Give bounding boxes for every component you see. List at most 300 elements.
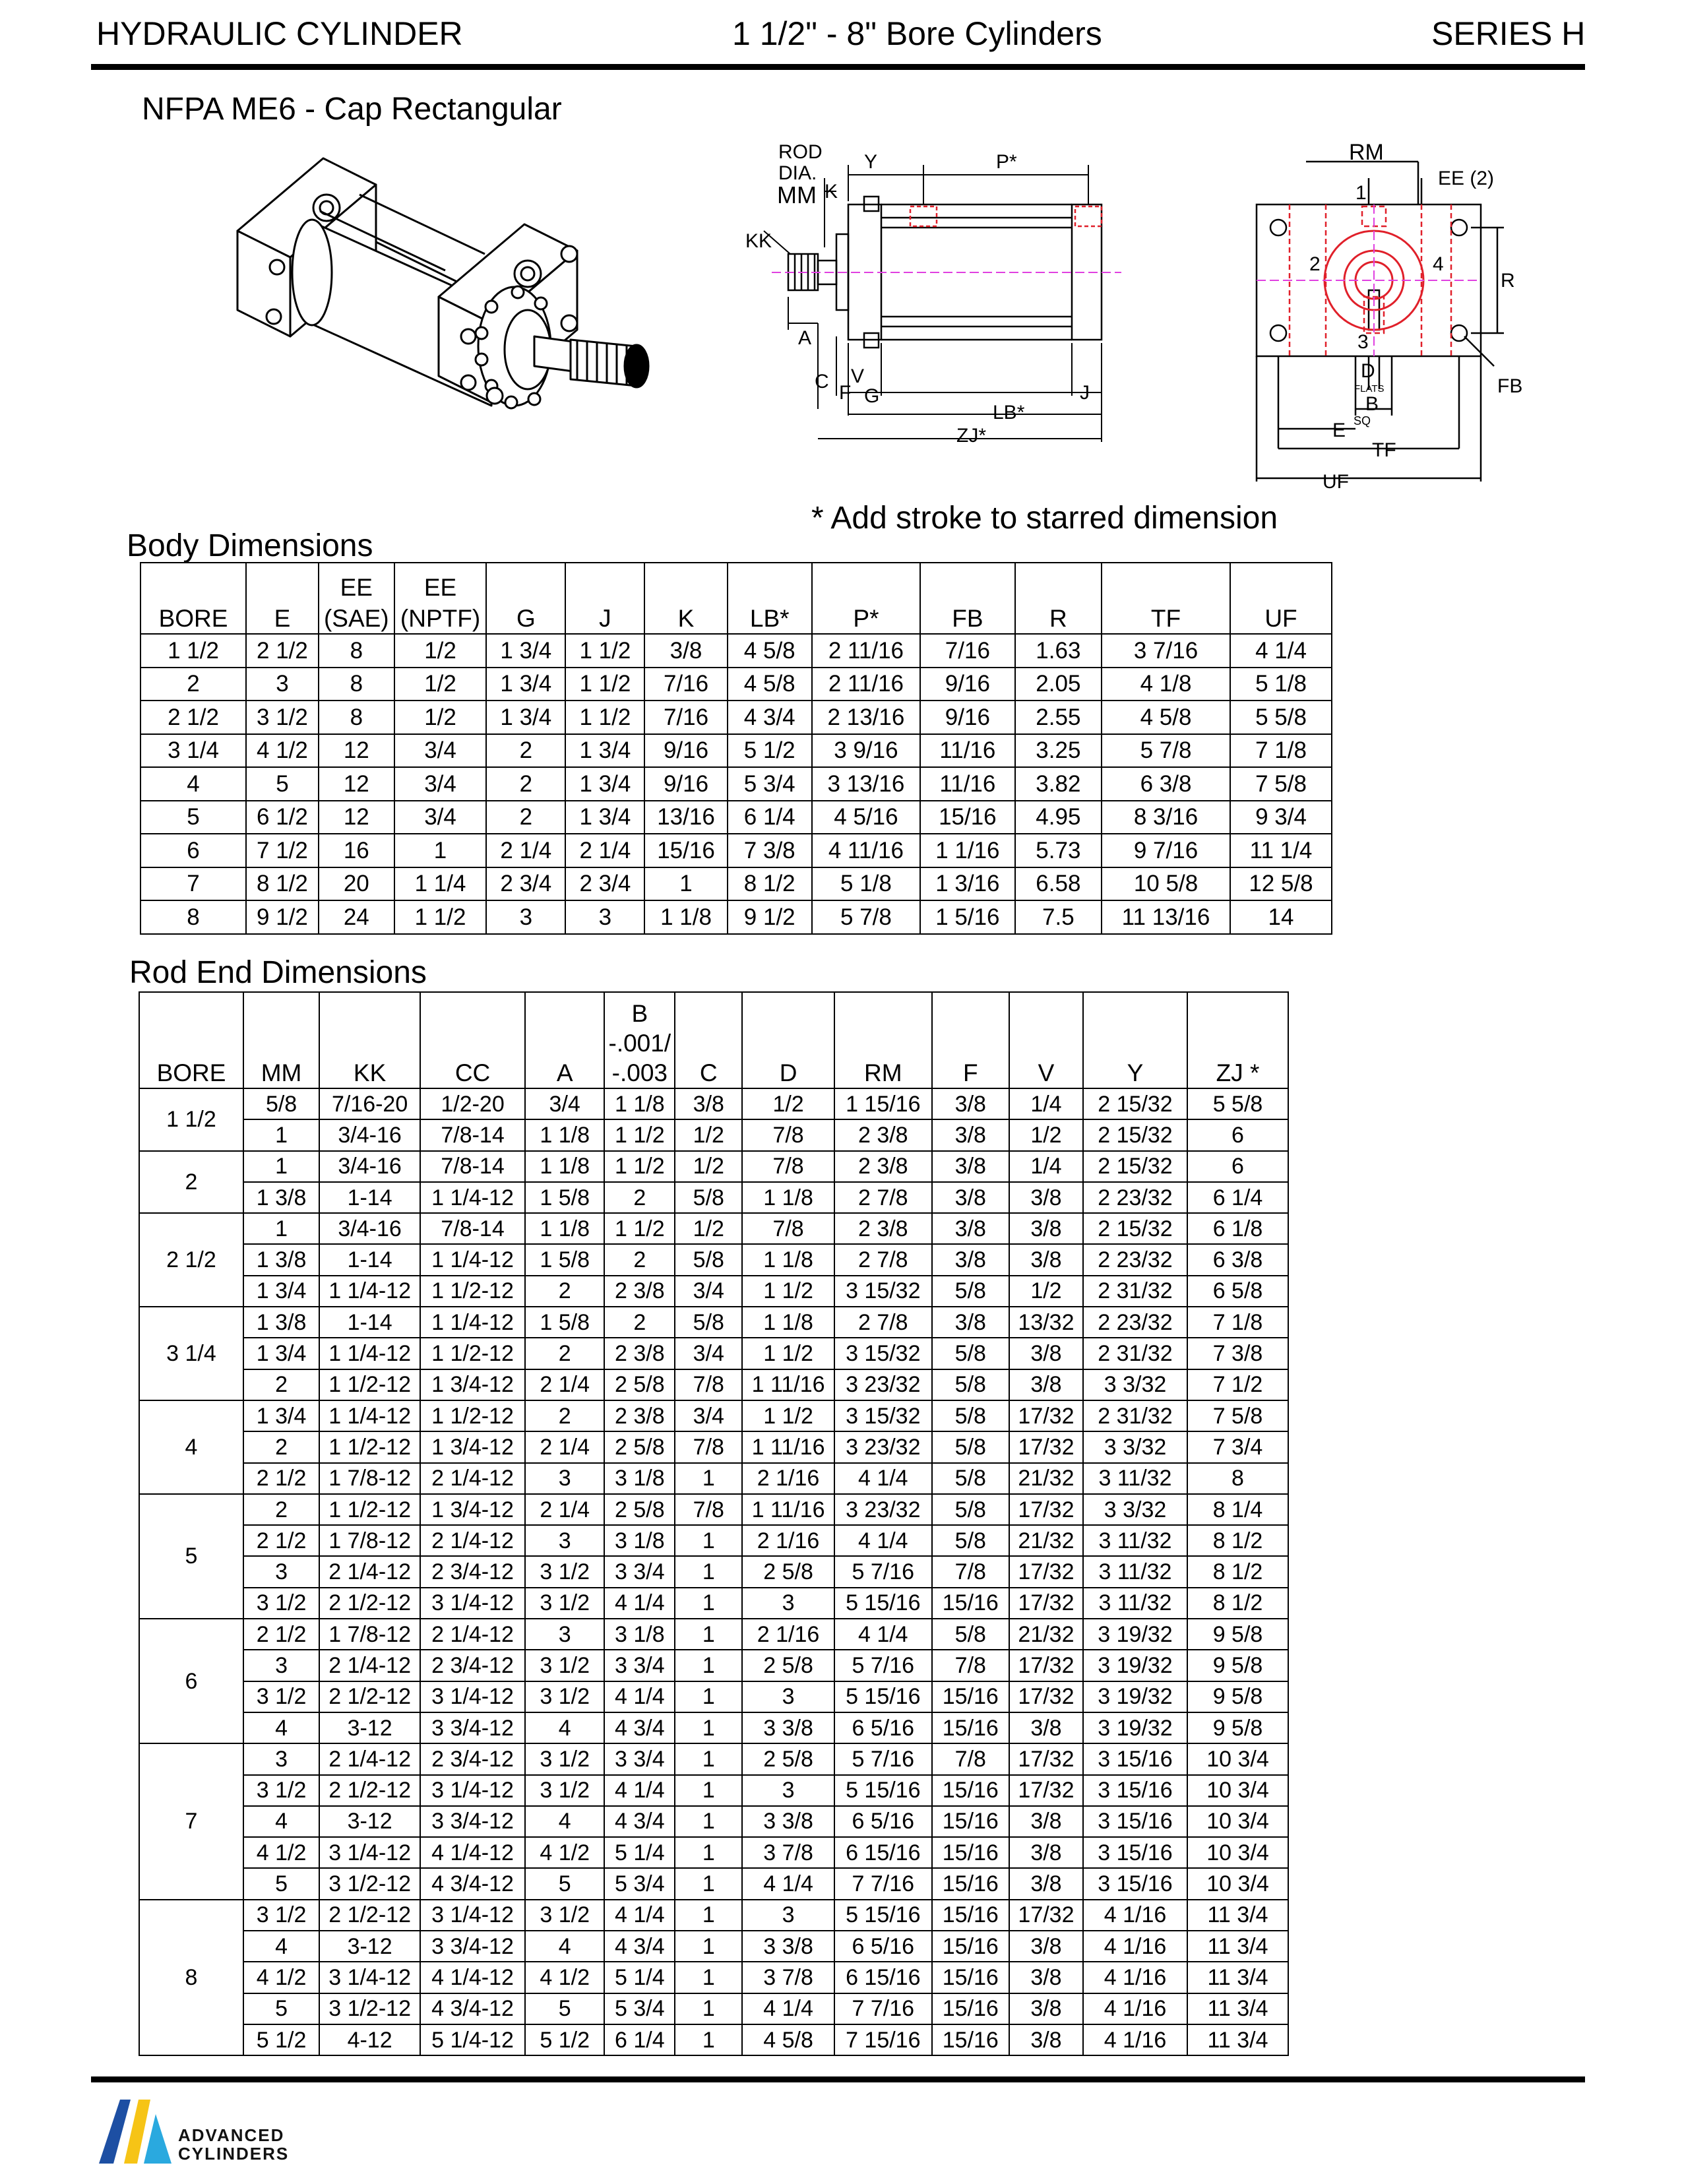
- table-cell: 5: [140, 801, 246, 834]
- tf-label: TF: [1372, 439, 1396, 461]
- table-cell: 2 23/32: [1083, 1182, 1187, 1213]
- table-cell: 7 1/2: [1187, 1369, 1288, 1400]
- body-header-row: [140, 563, 1332, 634]
- table-cell: 4 1/8: [1102, 668, 1230, 701]
- table-cell: 7 1/8: [1230, 734, 1332, 768]
- table-row: [139, 1088, 1288, 1119]
- table-cell: 6 5/16: [834, 1931, 932, 1962]
- table-cell: 3: [565, 900, 644, 934]
- table-cell: 4 1/16: [1083, 1900, 1187, 1931]
- rm-label: RM: [1349, 140, 1384, 165]
- table-cell: 1: [394, 834, 487, 867]
- table-cell: 1 1/2: [140, 634, 246, 668]
- table-cell: 3 1/2: [243, 1775, 319, 1806]
- table-cell: 1 1/2: [565, 701, 644, 734]
- table-cell: 3 3/32: [1083, 1431, 1187, 1462]
- body-header-cell: [728, 563, 812, 634]
- table-cell: 4.95: [1015, 801, 1102, 834]
- table-cell: 4 1/2: [243, 1962, 319, 1993]
- table-cell: 1 1/2-12: [420, 1338, 525, 1369]
- table-cell: 3/4: [675, 1400, 742, 1431]
- table-cell: 4 1/4: [834, 1619, 932, 1650]
- table-cell: 2: [243, 1431, 319, 1462]
- table-cell: 1/2: [1009, 1119, 1083, 1150]
- table-cell: 2 1/4: [525, 1369, 604, 1400]
- table-cell: 2 1/4-12: [420, 1463, 525, 1494]
- table-cell: 3/4: [525, 1088, 604, 1119]
- logo-wordmark: [178, 2126, 289, 2163]
- table-cell: 2 31/32: [1083, 1400, 1187, 1431]
- table-cell: 7/16: [644, 668, 727, 701]
- table-row: [139, 1681, 1288, 1712]
- table-cell: 1 11/16: [742, 1431, 834, 1462]
- table-cell: 3 15/16: [1083, 1743, 1187, 1774]
- table-cell: 5 3/4: [604, 1993, 675, 2024]
- table-cell: 3 1/8: [604, 1463, 675, 1494]
- table-cell: 5/8: [932, 1525, 1009, 1556]
- table-cell: 1 3/4: [486, 701, 565, 734]
- table-cell: 3: [243, 1556, 319, 1587]
- table-cell: 3 15/32: [834, 1276, 932, 1307]
- table-cell: 3 1/2: [525, 1588, 604, 1619]
- table-cell: 9 5/8: [1187, 1650, 1288, 1681]
- table-cell: 7/16: [920, 634, 1015, 668]
- table-cell: 3 7/8: [742, 1962, 834, 1993]
- table-cell: 2 3/8: [834, 1151, 932, 1182]
- table-cell: 3 1/2: [243, 1681, 319, 1712]
- table-cell: 4 3/4: [604, 1806, 675, 1837]
- body-dimensions-table: [140, 562, 1332, 935]
- table-cell: 8: [319, 701, 394, 734]
- rod-header-line: -.003: [611, 1059, 668, 1086]
- table-row: [139, 1338, 1288, 1369]
- table-cell: 17/32: [1009, 1400, 1083, 1431]
- table-cell: 21/32: [1009, 1619, 1083, 1650]
- table-cell: 1 11/16: [742, 1494, 834, 1525]
- rod-header-cell: F: [932, 992, 1009, 1088]
- g-label: G: [864, 385, 880, 407]
- bore-group-cell: 7: [139, 1743, 243, 1899]
- table-cell: 15/16: [932, 2024, 1009, 2055]
- body-header-line-2: BORE: [158, 605, 228, 632]
- table-cell: 5 15/16: [834, 1775, 932, 1806]
- table-row: [140, 734, 1332, 768]
- table-cell: 1 15/16: [834, 1088, 932, 1119]
- table-cell: 2 1/16: [742, 1525, 834, 1556]
- table-cell: 1 1/8: [644, 900, 727, 934]
- rod-header-cell: D: [742, 992, 834, 1088]
- table-cell: 2 7/8: [834, 1182, 932, 1213]
- table-cell: 3 11/32: [1083, 1463, 1187, 1494]
- table-cell: 1: [675, 1868, 742, 1899]
- table-row: [139, 1556, 1288, 1587]
- table-cell: 5/8: [932, 1400, 1009, 1431]
- body-header-line-2: P*: [853, 605, 879, 632]
- table-row: [139, 1400, 1288, 1431]
- table-cell: 1: [675, 1556, 742, 1587]
- table-cell: 11/16: [920, 734, 1015, 768]
- table-cell: 15/16: [932, 1681, 1009, 1712]
- rod-header-cell: CC: [420, 992, 525, 1088]
- table-cell: 10 3/4: [1187, 1868, 1288, 1899]
- table-cell: 3 15/32: [834, 1400, 932, 1431]
- table-row: [140, 801, 1332, 834]
- table-cell: 5 1/4: [604, 1837, 675, 1868]
- table-cell: 3 11/32: [1083, 1556, 1187, 1587]
- table-cell: 2 1/2: [243, 1619, 319, 1650]
- table-cell: 3 1/2: [525, 1556, 604, 1587]
- header-rule: [91, 64, 1585, 70]
- rod-label-1: ROD: [778, 141, 823, 163]
- table-cell: 11 3/4: [1187, 2024, 1288, 2055]
- table-cell: 1: [675, 1900, 742, 1931]
- table-cell: 2 31/32: [1083, 1276, 1187, 1307]
- table-cell: 2 1/4: [525, 1494, 604, 1525]
- table-cell: 3 1/8: [604, 1525, 675, 1556]
- table-row: [139, 1650, 1288, 1681]
- table-cell: 15/16: [932, 1962, 1009, 1993]
- table-cell: 5 7/16: [834, 1650, 932, 1681]
- table-cell: 5/8: [932, 1619, 1009, 1650]
- table-cell: 8 1/2: [1187, 1556, 1288, 1587]
- table-cell: 2 1/2: [246, 634, 319, 668]
- table-cell: 17/32: [1009, 1900, 1083, 1931]
- table-cell: 3: [742, 1588, 834, 1619]
- table-cell: 3 3/8: [742, 1712, 834, 1743]
- bore-group-cell: 4: [139, 1400, 243, 1494]
- table-cell: 3: [246, 668, 319, 701]
- table-cell: 1 1/2-12: [319, 1494, 420, 1525]
- table-cell: 4: [243, 1712, 319, 1743]
- table-cell: 3 1/4-12: [420, 1775, 525, 1806]
- table-cell: 3 1/2: [525, 1743, 604, 1774]
- table-cell: 10 3/4: [1187, 1775, 1288, 1806]
- table-cell: 3/4: [394, 734, 487, 768]
- table-cell: 3 15/16: [1083, 1837, 1187, 1868]
- table-cell: 4 11/16: [812, 834, 920, 867]
- table-cell: 6 3/8: [1187, 1244, 1288, 1275]
- table-cell: 4 3/4-12: [420, 1993, 525, 2024]
- table-cell: 7 3/8: [728, 834, 812, 867]
- table-cell: 17/32: [1009, 1556, 1083, 1587]
- table-cell: 3 23/32: [834, 1431, 932, 1462]
- table-cell: 1 3/4: [565, 767, 644, 801]
- table-cell: 4 1/4: [742, 1868, 834, 1899]
- table-cell: 1 1/4-12: [319, 1276, 420, 1307]
- fb-label: FB: [1497, 375, 1523, 397]
- table-cell: 1: [675, 1588, 742, 1619]
- table-cell: 5 7/8: [812, 900, 920, 934]
- table-cell: 2: [604, 1307, 675, 1338]
- v-label: V: [851, 365, 865, 387]
- table-cell: 3/8: [1009, 1712, 1083, 1743]
- table-cell: 3/4: [675, 1276, 742, 1307]
- table-cell: 11 3/4: [1187, 1931, 1288, 1962]
- table-cell: 2 23/32: [1083, 1244, 1187, 1275]
- table-cell: 4 3/4: [604, 1712, 675, 1743]
- table-cell: 3 7/16: [1102, 634, 1230, 668]
- table-cell: 2 23/32: [1083, 1307, 1187, 1338]
- table-cell: 13/32: [1009, 1307, 1083, 1338]
- body-header-line-1: EE: [340, 574, 373, 601]
- table-cell: 3 1/4-12: [420, 1681, 525, 1712]
- advanced-cylinders-logo: [99, 2094, 178, 2167]
- body-header-cell: [644, 563, 727, 634]
- table-cell: 3/4-16: [319, 1119, 420, 1150]
- table-cell: 2.55: [1015, 701, 1102, 734]
- table-cell: 7/8: [932, 1650, 1009, 1681]
- table-cell: 3-12: [319, 1806, 420, 1837]
- table-cell: 2 15/32: [1083, 1088, 1187, 1119]
- table-row: [139, 1775, 1288, 1806]
- table-cell: 3 13/16: [812, 767, 920, 801]
- header-right: SERIES H: [1431, 15, 1586, 52]
- table-cell: 2 3/4: [486, 867, 565, 901]
- table-cell: 16: [319, 834, 394, 867]
- table-cell: 3: [243, 1743, 319, 1774]
- table-cell: 4 5/8: [728, 634, 812, 668]
- table-cell: 4 1/4: [834, 1525, 932, 1556]
- table-cell: 3 3/4: [604, 1556, 675, 1587]
- table-cell: 3-12: [319, 1712, 420, 1743]
- table-row: [139, 1619, 1288, 1650]
- table-cell: 7 7/16: [834, 1993, 932, 2024]
- table-cell: 3 3/8: [742, 1806, 834, 1837]
- table-cell: 1: [675, 2024, 742, 2055]
- table-cell: 7/8-14: [420, 1119, 525, 1150]
- table-cell: 1 1/8: [525, 1151, 604, 1182]
- rod-label-2: DIA.: [778, 162, 817, 184]
- table-cell: 3/8: [932, 1119, 1009, 1150]
- table-cell: 3.25: [1015, 734, 1102, 768]
- table-cell: 1 3/4: [243, 1400, 319, 1431]
- table-cell: 7 1/2: [246, 834, 319, 867]
- table-cell: 4 5/8: [1102, 701, 1230, 734]
- table-cell: 1 3/4: [565, 734, 644, 768]
- bore-group-cell: 2: [139, 1151, 243, 1214]
- table-cell: 3 7/8: [742, 1837, 834, 1868]
- table-cell: 1/4: [1009, 1088, 1083, 1119]
- table-cell: 4 1/2: [525, 1962, 604, 1993]
- table-cell: 4: [525, 1712, 604, 1743]
- table-row: [140, 634, 1332, 668]
- table-row: [139, 1463, 1288, 1494]
- table-cell: 4: [140, 767, 246, 801]
- table-cell: 1 5/16: [920, 900, 1015, 934]
- table-cell: 5 5/8: [1230, 701, 1332, 734]
- table-cell: 1: [675, 1712, 742, 1743]
- ee-label: EE (2): [1438, 168, 1495, 189]
- table-cell: 4 1/2: [525, 1837, 604, 1868]
- table-cell: 3 15/32: [834, 1338, 932, 1369]
- table-cell: 4: [525, 1931, 604, 1962]
- table-cell: 1/2: [675, 1213, 742, 1244]
- table-cell: 5/8: [675, 1244, 742, 1275]
- table-cell: 2: [486, 767, 565, 801]
- table-cell: 11 1/4: [1230, 834, 1332, 867]
- logo-line-1: ADVANCED: [178, 2125, 285, 2145]
- rod-label-3: MM: [777, 181, 817, 208]
- table-cell: 1 1/2-12: [420, 1400, 525, 1431]
- a-label: A: [798, 327, 812, 349]
- side-view-diagram: [732, 139, 1141, 455]
- table-row: [139, 1712, 1288, 1743]
- table-cell: 1 1/8: [604, 1088, 675, 1119]
- table-cell: 6 1/8: [1187, 1213, 1288, 1244]
- table-cell: 3 1/2-12: [319, 1993, 420, 2024]
- table-cell: 3 1/2: [525, 1650, 604, 1681]
- bore-group-cell: 5: [139, 1494, 243, 1619]
- table-cell: 2: [140, 668, 246, 701]
- table-cell: 3 1/8: [604, 1619, 675, 1650]
- table-cell: 3/8: [644, 634, 727, 668]
- table-cell: 3/8: [1009, 1837, 1083, 1868]
- table-cell: 4 1/4: [742, 1993, 834, 2024]
- table-cell: 1/2-20: [420, 1088, 525, 1119]
- table-cell: 4 1/2: [243, 1837, 319, 1868]
- table-cell: 6 15/16: [834, 1837, 932, 1868]
- rod-header-cell: RM: [834, 992, 932, 1088]
- table-cell: 2 5/8: [742, 1556, 834, 1587]
- table-cell: 1 1/8: [525, 1213, 604, 1244]
- table-cell: 3 1/4-12: [319, 1962, 420, 1993]
- table-cell: 1 1/2-12: [420, 1276, 525, 1307]
- uf-label: UF: [1323, 471, 1349, 493]
- table-cell: 3/8: [932, 1151, 1009, 1182]
- table-cell: 7/8: [675, 1494, 742, 1525]
- table-cell: 5: [525, 1868, 604, 1899]
- table-cell: 8 1/2: [728, 867, 812, 901]
- table-cell: 2: [525, 1400, 604, 1431]
- table-cell: 5/8: [932, 1463, 1009, 1494]
- body-header-cell: [246, 563, 319, 634]
- table-cell: 15/16: [932, 1806, 1009, 1837]
- e-label: E: [1332, 420, 1346, 441]
- table-cell: 2 11/16: [812, 668, 920, 701]
- table-row: [139, 1962, 1288, 1993]
- table-cell: 2 1/4-12: [420, 1525, 525, 1556]
- table-cell: 17/32: [1009, 1681, 1083, 1712]
- table-cell: 4 1/4-12: [420, 1837, 525, 1868]
- cylinder-illustration: [228, 148, 689, 491]
- table-cell: 2 1/4: [486, 834, 565, 867]
- rod-end-dimensions-table: [139, 991, 1289, 2056]
- table-row: [139, 1119, 1288, 1150]
- table-row: [139, 1276, 1288, 1307]
- table-cell: 5/8: [932, 1276, 1009, 1307]
- table-cell: 3 3/8: [742, 1931, 834, 1962]
- table-cell: 6: [1187, 1151, 1288, 1182]
- rod-header-cell: Y: [1083, 992, 1187, 1088]
- table-row: [139, 1213, 1288, 1244]
- end-view-diagram: [1240, 139, 1530, 495]
- table-row: [139, 1837, 1288, 1868]
- table-cell: 3/8: [1009, 1244, 1083, 1275]
- table-cell: 7 5/8: [1230, 767, 1332, 801]
- table-cell: 3 1/2: [246, 701, 319, 734]
- table-row: [139, 1743, 1288, 1774]
- table-cell: 9 5/8: [1187, 1681, 1288, 1712]
- rod-header-cell: KK: [319, 992, 420, 1088]
- table-cell: 4 1/16: [1083, 1993, 1187, 2024]
- table-cell: 10 3/4: [1187, 1806, 1288, 1837]
- table-cell: 7 1/8: [1187, 1307, 1288, 1338]
- table-cell: 2 31/32: [1083, 1338, 1187, 1369]
- table-cell: 5 1/4-12: [420, 2024, 525, 2055]
- table-cell: 2 7/8: [834, 1244, 932, 1275]
- table-cell: 7 3/8: [1187, 1338, 1288, 1369]
- table-cell: 2 3/8: [604, 1276, 675, 1307]
- table-row: [140, 701, 1332, 734]
- table-cell: 2 7/8: [834, 1307, 932, 1338]
- table-cell: 1 3/8: [243, 1307, 319, 1338]
- table-cell: 5 1/2: [243, 2024, 319, 2055]
- table-cell: 3 23/32: [834, 1369, 932, 1400]
- table-cell: 2 15/32: [1083, 1213, 1187, 1244]
- table-cell: 2: [604, 1244, 675, 1275]
- b-label: B: [1365, 393, 1379, 415]
- table-cell: 5/8: [243, 1088, 319, 1119]
- table-cell: 1 1/2: [742, 1400, 834, 1431]
- table-cell: 7/8: [932, 1556, 1009, 1587]
- table-cell: 12: [319, 801, 394, 834]
- table-cell: 11 3/4: [1187, 1900, 1288, 1931]
- table-cell: 6 5/8: [1187, 1276, 1288, 1307]
- table-cell: 7/16-20: [319, 1088, 420, 1119]
- table-row: [140, 668, 1332, 701]
- table-cell: 15/16: [932, 1775, 1009, 1806]
- bore-group-cell: 3 1/4: [139, 1307, 243, 1400]
- table-cell: 1: [675, 1743, 742, 1774]
- table-cell: 3/8: [1009, 1931, 1083, 1962]
- header-center: 1 1/2" - 8" Bore Cylinders: [732, 15, 1102, 52]
- table-cell: 7: [140, 867, 246, 901]
- table-cell: 8 1/2: [1187, 1525, 1288, 1556]
- table-cell: 3 1/2: [243, 1588, 319, 1619]
- table-cell: 3 3/32: [1083, 1494, 1187, 1525]
- table-cell: 1 1/4-12: [420, 1307, 525, 1338]
- table-cell: 12 5/8: [1230, 867, 1332, 901]
- table-cell: 2 1/2-12: [319, 1775, 420, 1806]
- table-cell: 9 3/4: [1230, 801, 1332, 834]
- table-cell: 5 7/8: [1102, 734, 1230, 768]
- table-cell: 4 5/8: [728, 668, 812, 701]
- table-cell: 2: [486, 734, 565, 768]
- table-cell: 1: [675, 1931, 742, 1962]
- table-cell: 10 3/4: [1187, 1837, 1288, 1868]
- bore-group-cell: 1 1/2: [139, 1088, 243, 1151]
- body-header-line-2: J: [599, 605, 611, 632]
- table-cell: 12: [319, 767, 394, 801]
- table-cell: 2: [243, 1369, 319, 1400]
- table-cell: 12: [319, 734, 394, 768]
- table-cell: 9/16: [920, 701, 1015, 734]
- table-cell: 3: [742, 1681, 834, 1712]
- table-cell: 11 3/4: [1187, 1962, 1288, 1993]
- table-cell: 3/4-16: [319, 1151, 420, 1182]
- table-cell: 6 5/16: [834, 1806, 932, 1837]
- table-cell: 6 15/16: [834, 1962, 932, 1993]
- body-header-line-2: FB: [952, 605, 983, 632]
- table-cell: 2 5/8: [604, 1431, 675, 1462]
- table-row: [139, 1588, 1288, 1619]
- body-header-line-2: TF: [1150, 605, 1181, 632]
- lb-label: LB*: [993, 402, 1025, 423]
- table-cell: 3 11/32: [1083, 1588, 1187, 1619]
- table-cell: 4 5/16: [812, 801, 920, 834]
- table-cell: 9 7/16: [1102, 834, 1230, 867]
- table-cell: 17/32: [1009, 1775, 1083, 1806]
